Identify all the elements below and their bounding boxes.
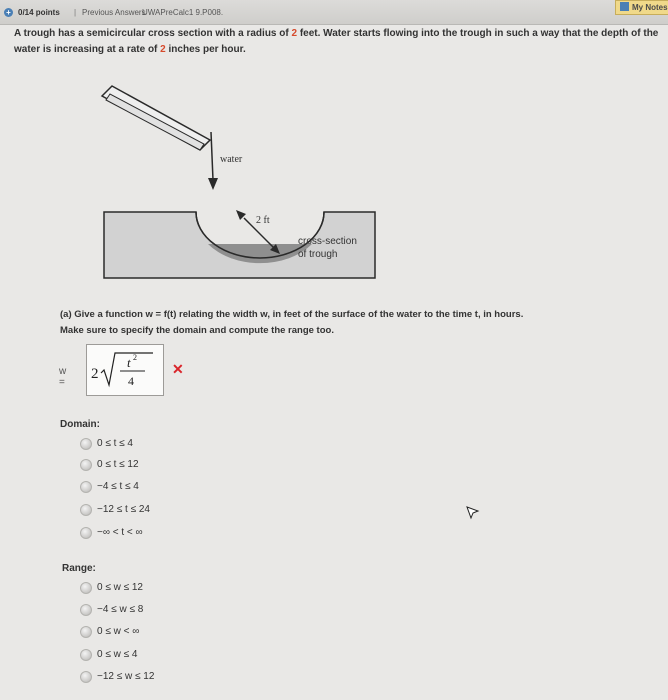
range-option-text: 0 ≤ w ≤ 4 bbox=[97, 649, 138, 660]
answer-input[interactable] bbox=[86, 344, 164, 396]
radio-button-icon[interactable] bbox=[80, 626, 92, 638]
water-label: water bbox=[220, 154, 243, 165]
expand-plus-icon[interactable]: + bbox=[4, 8, 13, 17]
part-a-line-2: Make sure to specify the domain and compute the range too. bbox=[60, 325, 334, 336]
radius-value: 2 bbox=[291, 28, 298, 39]
points-label: 0/14 points bbox=[18, 8, 60, 17]
problem-statement bbox=[14, 26, 668, 58]
cross-section-label-2: of trough bbox=[298, 249, 338, 260]
range-label: Range: bbox=[62, 563, 96, 574]
domain-option-text: −∞ < t < ∞ bbox=[97, 527, 143, 538]
water-chute-lip bbox=[106, 94, 204, 150]
domain-label: Domain: bbox=[60, 419, 100, 430]
radio-button-icon[interactable] bbox=[80, 604, 92, 616]
radio-button-icon[interactable] bbox=[80, 438, 92, 450]
answer-var-label: w = bbox=[59, 366, 67, 388]
radio-button-icon[interactable] bbox=[80, 481, 92, 493]
my-notes-label: My Notes bbox=[632, 3, 668, 12]
answer-expression bbox=[87, 345, 163, 395]
domain-option-text: 0 ≤ t ≤ 12 bbox=[97, 459, 139, 470]
header-separator: | bbox=[74, 8, 77, 17]
problem-text-1: A trough has a semicircular cross section with a radius of bbox=[14, 28, 292, 39]
range-option-text: 0 ≤ w ≤ 12 bbox=[97, 582, 143, 593]
radio-button-icon[interactable] bbox=[80, 671, 92, 683]
trough-diagram bbox=[96, 80, 386, 292]
domain-option-text: 0 ≤ t ≤ 4 bbox=[97, 438, 133, 449]
water-flow-arrowhead bbox=[208, 178, 218, 190]
question-header bbox=[0, 0, 668, 25]
incorrect-icon: ✕ bbox=[172, 361, 184, 377]
radio-button-icon[interactable] bbox=[80, 649, 92, 661]
rate-value: 2 bbox=[160, 44, 166, 55]
range-option-text: −12 ≤ w ≤ 12 bbox=[97, 671, 155, 682]
domain-option-text: −4 ≤ t ≤ 4 bbox=[97, 481, 139, 492]
water-flow-line bbox=[211, 132, 213, 180]
part-a-prompt bbox=[60, 307, 660, 339]
part-a-line-1: (a) Give a function w = f(t) relating the width w, in feet of the surface of the water to the time t, in hours. bbox=[60, 309, 524, 320]
answer-denominator: 4 bbox=[128, 374, 134, 388]
problem-code: UWAPreCalc1 9.P008. bbox=[142, 8, 224, 17]
notes-icon bbox=[620, 2, 629, 11]
cross-section-label: cross-section bbox=[298, 236, 357, 247]
radius-label: 2 ft bbox=[256, 215, 270, 226]
radio-button-icon[interactable] bbox=[80, 504, 92, 516]
problem-text-2: feet. Water starts flowing into the trough in such a way that the depth of the water is increasing at a rate of bbox=[14, 28, 659, 55]
answer-numerator: t bbox=[127, 355, 131, 370]
range-option-text: 0 ≤ w < ∞ bbox=[97, 626, 140, 637]
mouse-cursor-icon bbox=[466, 506, 480, 520]
domain-option-text: −12 ≤ t ≤ 24 bbox=[97, 504, 150, 515]
my-notes-button[interactable] bbox=[615, 0, 668, 15]
answer-coefficient: 2 bbox=[91, 366, 99, 382]
answer-exponent: 2 bbox=[133, 353, 137, 362]
radio-button-icon[interactable] bbox=[80, 459, 92, 471]
previous-answers-link[interactable]: Previous Answers bbox=[82, 8, 146, 17]
problem-text-3: inches per hour. bbox=[165, 44, 246, 55]
radio-button-icon[interactable] bbox=[80, 527, 92, 539]
range-option-text: −4 ≤ w ≤ 8 bbox=[97, 604, 144, 615]
radio-button-icon[interactable] bbox=[80, 582, 92, 594]
